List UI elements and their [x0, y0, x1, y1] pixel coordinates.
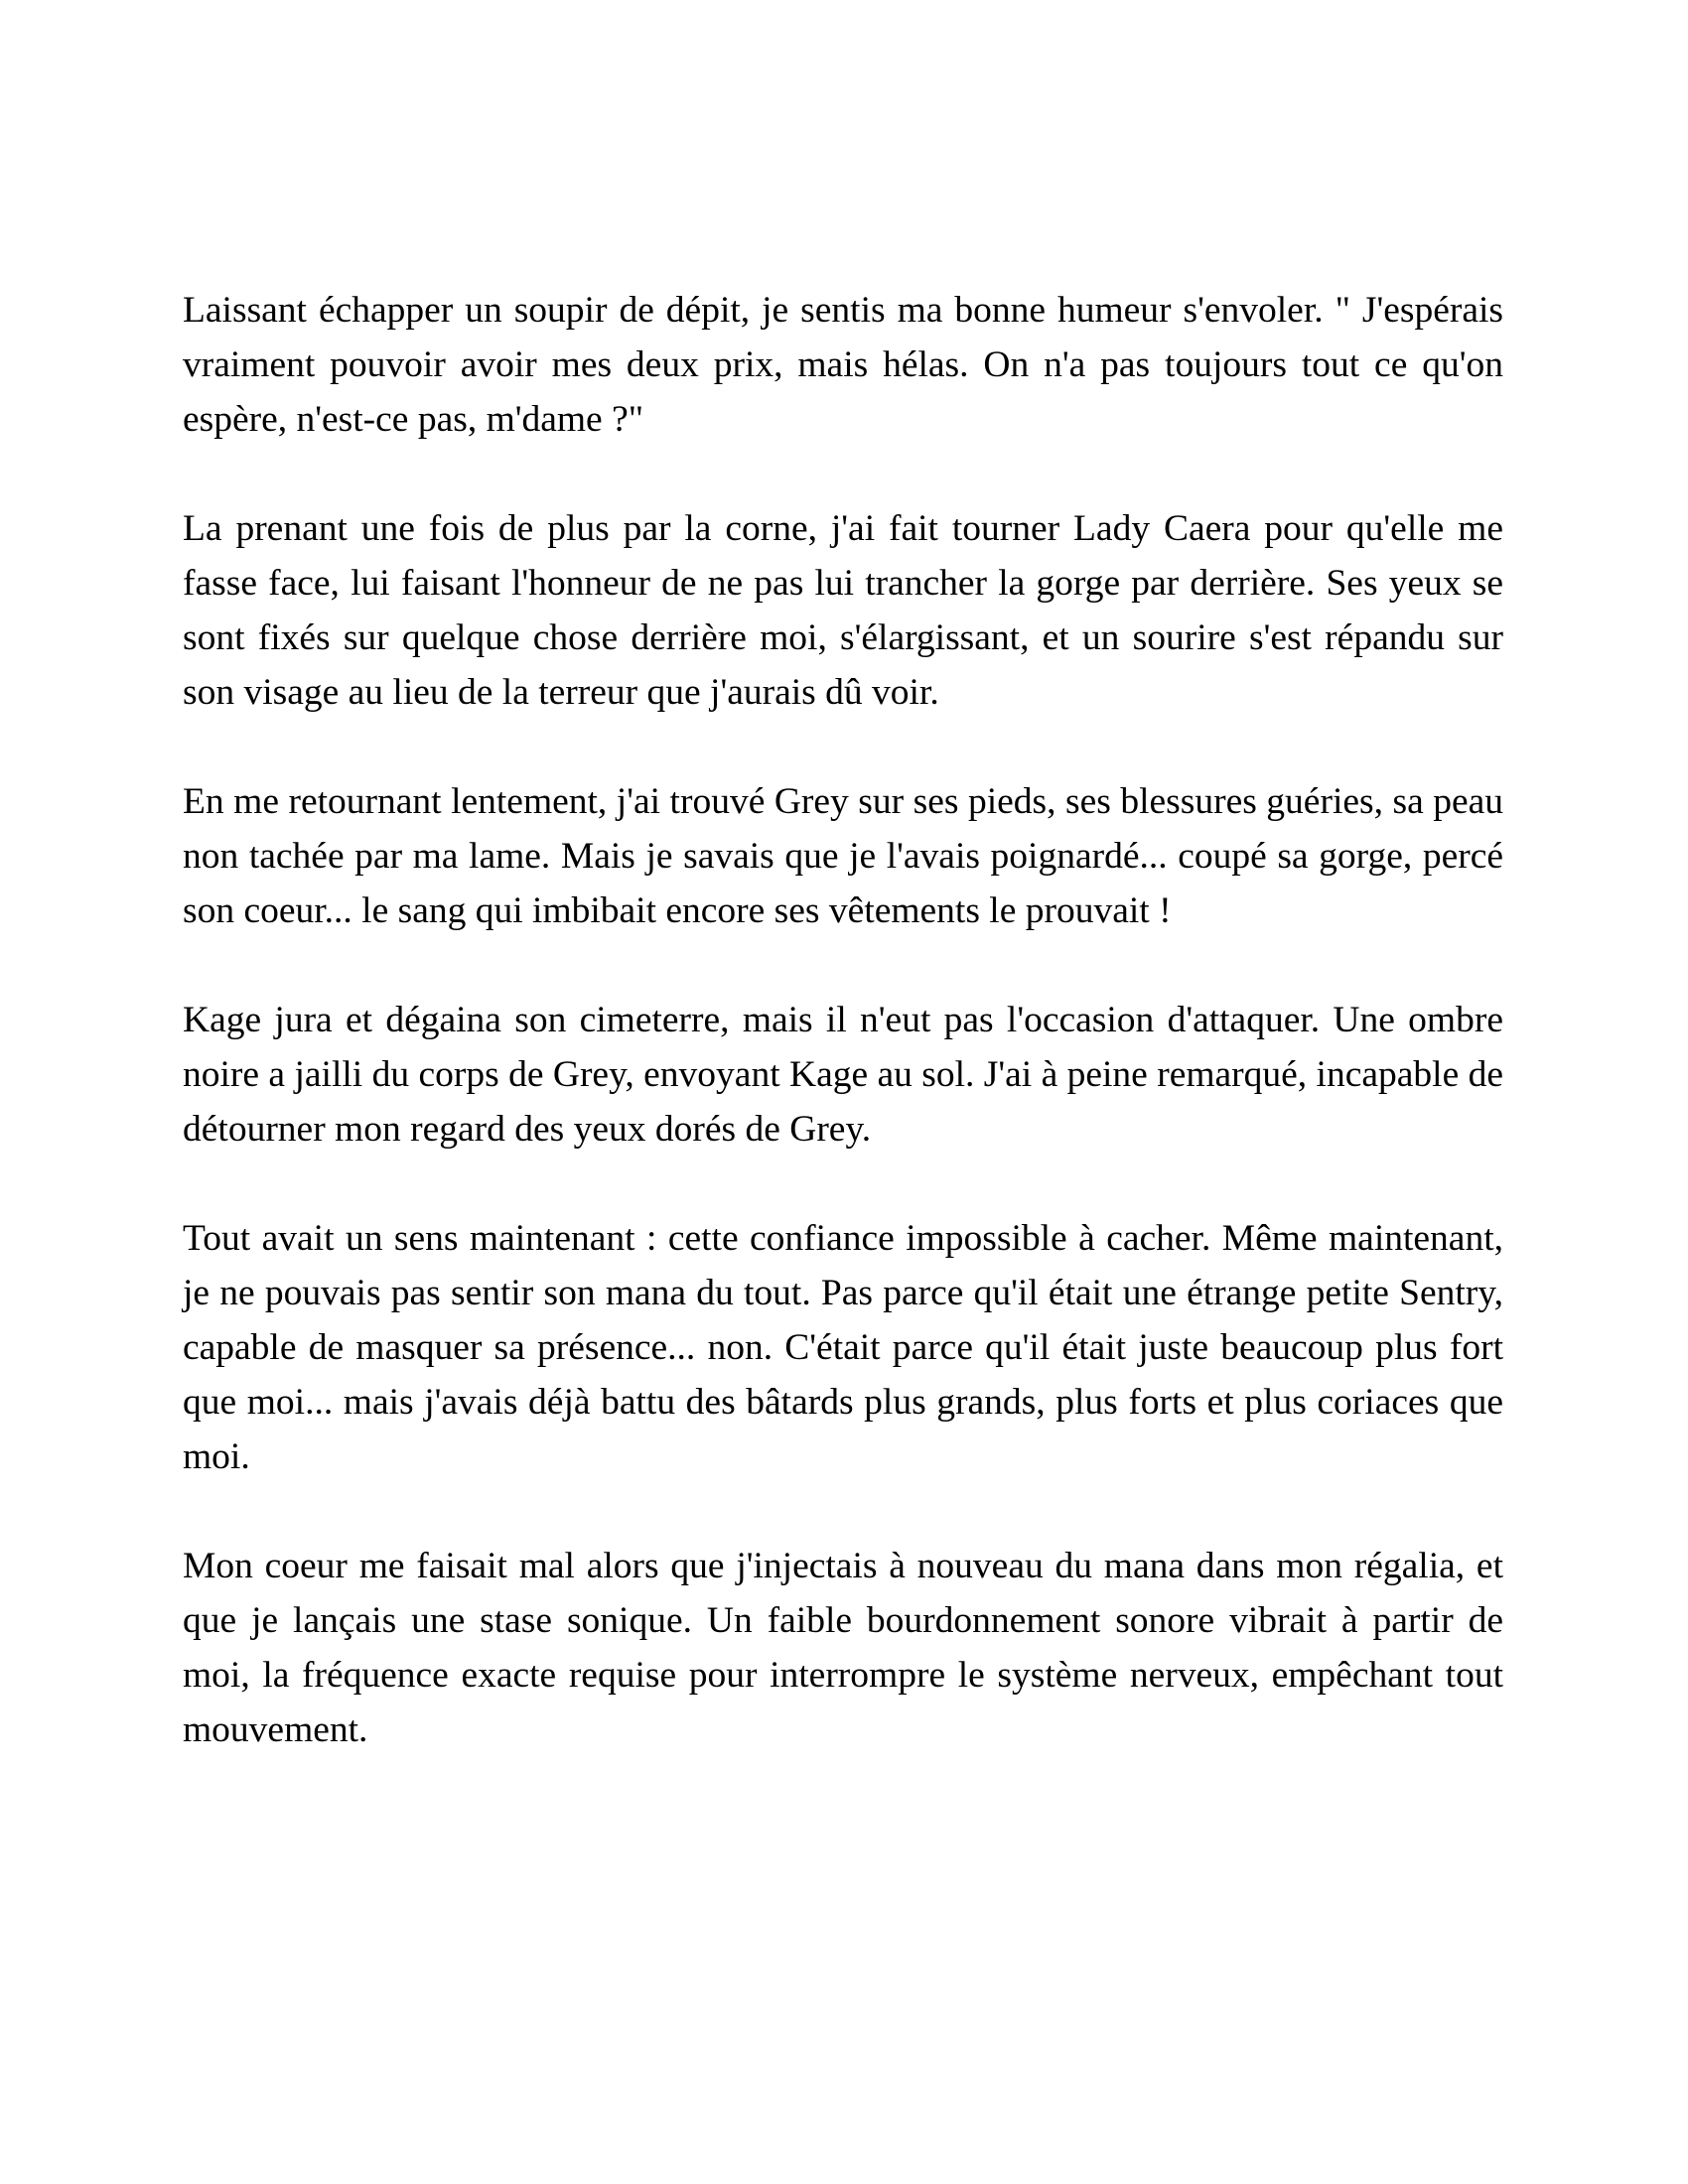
paragraph-6: Mon coeur me faisait mal alors que j'injectais à nouveau du mana dans mon régalia, et que je lançais une stase sonique. Un faible bourdonnement sonore vibrait à partir de moi, la fréquence exacte requise pour interrompre le système nerveux, empêchant tout mouvement.	[183, 1546, 1503, 1750]
paragraph-3: En me retournant lentement, j'ai trouvé Grey sur ses pieds, ses blessures guéries, sa peau non tachée par ma lame. Mais je savais que je l'avais poignardé... coupé sa gorge, percé son coeur... le sang qui imbibait encore ses vêtements le prouvait !	[183, 781, 1503, 931]
paragraph-1: Laissant échapper un soupir de dépit, je sentis ma bonne humeur s'envoler. " J'espérais vraiment pouvoir avoir mes deux prix, mais hélas. On n'a pas toujours tout ce qu'on espère, n'est-ce pas, m'dame ?"	[183, 290, 1503, 440]
paragraph-4: Kage jura et dégaina son cimeterre, mais il n'eut pas l'occasion d'attaquer. Une ombre noire a jailli du corps de Grey, envoyant Kage au sol. J'ai à peine remarqué, incapable de détourner mon regard des yeux dorés de Grey.	[183, 1000, 1503, 1150]
document-page	[183, 283, 1503, 1812]
paragraph-5: Tout avait un sens maintenant : cette confiance impossible à cacher. Même maintenant, je ne pouvais pas sentir son mana du tout. Pas parce qu'il était une étrange petite Sentry, capable de masquer sa présence... non. C'était parce qu'il était juste beaucoup plus fort que moi... mais j'avais déjà battu des bâtards plus grands, plus forts et plus coriaces que moi.	[183, 1218, 1503, 1477]
paragraph-2: La prenant une fois de plus par la corne, j'ai fait tourner Lady Caera pour qu'elle me fasse face, lui faisant l'honneur de ne pas lui trancher la gorge par derrière. Ses yeux se sont fixés sur quelque chose derrière moi, s'élargissant, et un sourire s'est répandu sur son visage au lieu de la terreur que j'aurais dû voir.	[183, 508, 1503, 713]
